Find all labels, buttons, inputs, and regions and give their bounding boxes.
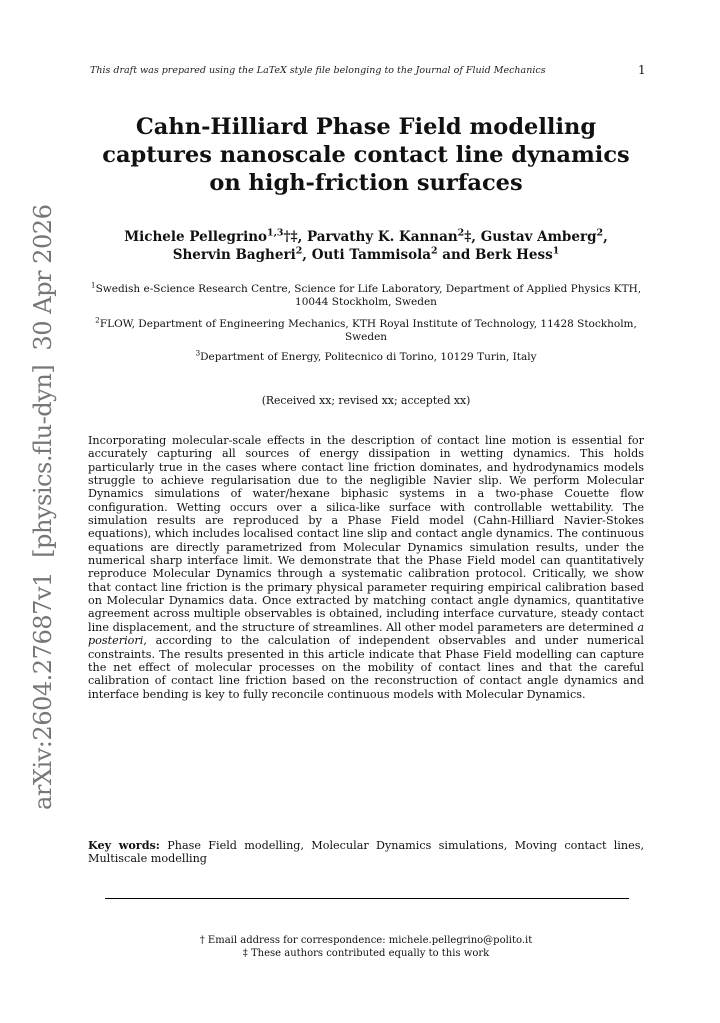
- keywords-list: Phase Field modelling, Molecular Dynamics simulations, Moving contact lines, Multiscale modelling: [88, 839, 645, 866]
- affiliation-2: $^2$FLOW, Department of Engineering Mechanics, KTH Royal Institute of Technology, 11428 Stockholm, Sweden: [95, 315, 637, 343]
- author-5: Outi Tammisola$^2$ and: [311, 245, 475, 263]
- journal-header-note: This draft was prepared using the LaTeX style file belonging to the Journal of Fluid Mechanics: [90, 65, 546, 76]
- footnote-rule: [105, 898, 629, 899]
- affiliation-1: $^1$Swedish e-Science Research Centre, Science for Life Laboratory, Department of Applied Physics KTH, 10044 Stockholm, Sweden: [90, 280, 642, 308]
- author-6: Berk Hess$^1$: [475, 245, 560, 263]
- arxiv-sidebar-stamp: [18, 200, 60, 810]
- paper-title: Cahn-Hilliard Phase Field modelling captures nanoscale contact line dynamics on high-friction surfaces: [102, 114, 630, 196]
- footnote-equal-contribution: ‡ These authors contributed equally to this work: [242, 948, 490, 959]
- keywords-label: Key words:: [88, 838, 160, 852]
- received-dates: (Received xx; revised xx; accepted xx): [261, 394, 471, 407]
- affiliation-3: $^3$Department of Energy, Politecnico di Torino, 10129 Turin, Italy: [195, 348, 537, 363]
- author-list: [88, 228, 644, 264]
- page-number: 1: [638, 63, 646, 77]
- author-2: Parvathy K. Kannan$^2$‡,: [307, 227, 481, 245]
- abstract-italic-phrase: a posteriori: [88, 620, 644, 648]
- author-3: Gustav Amberg$^2$,: [480, 227, 608, 245]
- footnote-correspondence: † Email address for correspondence: michele.pellegrino@polito.it: [199, 935, 533, 946]
- abstract: Incorporating molecular-scale effects in the description of contact line motion is essential for accurately capturing all sources of energy dissipation in wetting dynamics. This holds particularly true in the cases where contact line friction dominates, and hydrodynamics models struggle to achieve regularisation due to the negligible Navier slip. We perform Molecular Dynamics simulations of water/hexane biphasic systems in a two-phase Couette flow configuration. Wetting occurs over a silica-like surface with controllable wettability. The simulation results are reproduced by a Phase Field model (Cahn-Hilliard Navier-Stokes equations), which includes localised contact line slip and contact angle dynamics. The continuous equations are directly parametrized from Molecular Dynamics simulation results, under the numerical sharp interface limit. We demonstrate that the Phase Field model can quantitatively reproduce Molecular Dynamics through a systematic calibration protocol. Critically, we show that contact line friction is the primary physical parameter requiring empirical calibration based on Molecular Dynamics data. Once extracted by matching contact angle dynamics, quantitative agreement across multiple observables is obtained, including interface curvature, steady contact line displacement, and the structure of streamlines. All other model parameters are determined a posteriori, according to the calculation of independent observables and under numerical constraints. The results presented in this article indicate that Phase Field modelling can capture the net effect of molecular processes on the mobility of contact lines and that the careful calibration of contact line friction based on the reconstruction of contact angle dynamics and interface bending is key to fully reconcile continuous models with Molecular Dynamics.: [88, 434, 644, 701]
- keywords: [88, 839, 644, 866]
- arxiv-identifier: arXiv:2604.27687v1 [physics.flu-dyn] 30 Apr 2026: [29, 204, 57, 810]
- author-1: Michele Pellegrino$^{1,3}$†‡,: [124, 227, 307, 245]
- author-4: Shervin Bagheri$^2$,: [172, 245, 312, 263]
